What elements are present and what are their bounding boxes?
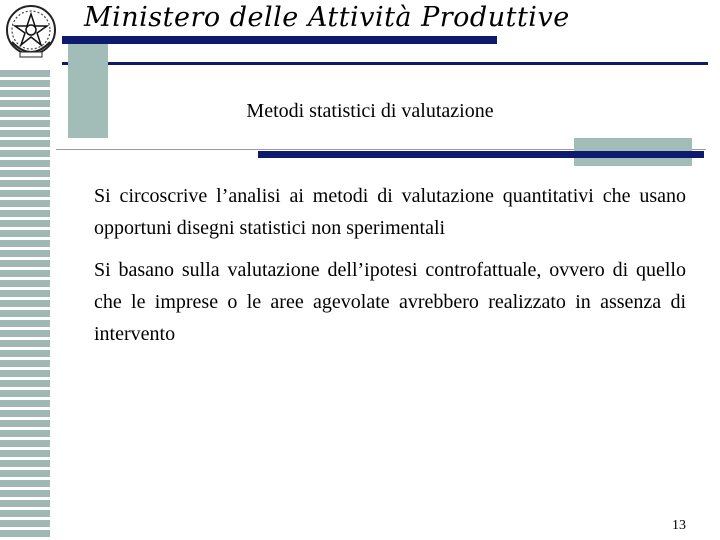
decorative-block-left (68, 44, 108, 138)
slide-title: Metodi statistici di valutazione (246, 100, 494, 122)
header-rule (62, 62, 708, 65)
decorative-stripes (0, 70, 50, 540)
italian-republic-emblem-icon (4, 2, 58, 62)
page-number: 13 (672, 518, 686, 533)
paragraph-2: Si basano sulla valutazione dell’ipotesi controfattuale, ovvero di quello che le imprese o le aree agevolate avrebbero realizzato in assenza di intervento (94, 259, 686, 345)
slide-content (94, 180, 686, 360)
header-bar (62, 36, 497, 44)
ministry-title: Ministero delle Attività Produttive (84, 2, 570, 33)
title-underline-bar (258, 151, 704, 158)
paragraph-1: Si circoscrive l’analisi ai metodi di valutazione quantitativi che usano opportuni disegni statistici non sperimentali (94, 185, 686, 239)
